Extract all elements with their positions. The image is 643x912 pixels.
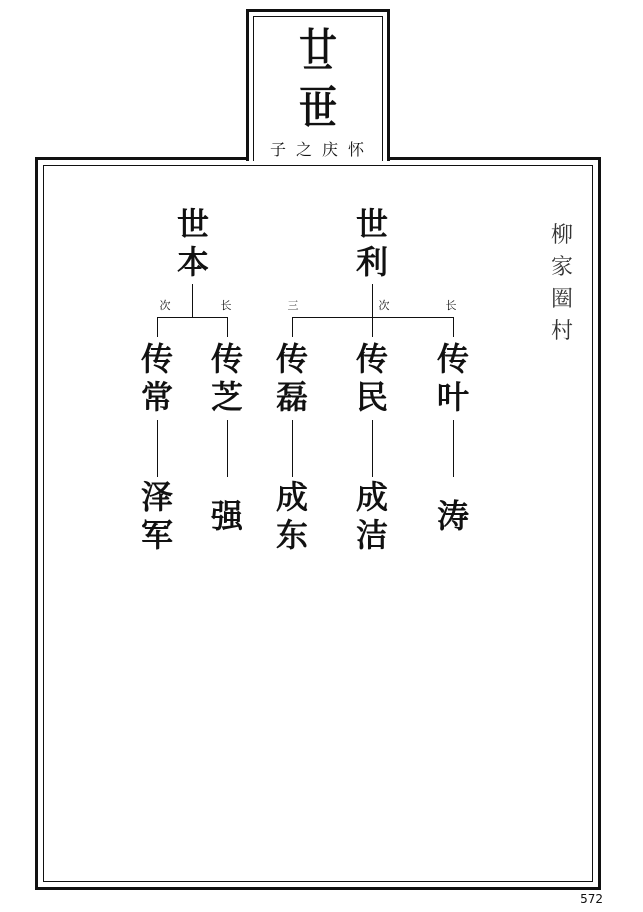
connector-line	[192, 284, 193, 317]
birth-order-label: 次	[378, 299, 390, 312]
connector-line	[157, 317, 158, 337]
connector-line	[227, 317, 228, 337]
connector-line	[292, 420, 293, 477]
name-char: 传	[436, 340, 469, 378]
name-char: 东	[275, 516, 308, 554]
connector-line	[292, 317, 293, 337]
name-char: 泽	[140, 478, 173, 516]
connector-line	[227, 420, 228, 477]
son-name	[352, 340, 392, 416]
connector-line	[453, 420, 454, 477]
connector-line	[157, 317, 228, 318]
page-number: 572	[580, 892, 603, 906]
connector-line	[292, 317, 454, 318]
birth-order-label: 次	[159, 299, 171, 312]
name-char: 本	[176, 243, 209, 281]
son-name	[207, 340, 247, 416]
connector-line	[157, 420, 158, 477]
son-name	[137, 340, 177, 416]
father-name	[173, 205, 213, 281]
name-char: 世	[355, 205, 388, 243]
name-char: 洁	[355, 516, 388, 554]
name-char: 利	[355, 243, 388, 281]
generation-tab	[246, 9, 390, 161]
name-char: 民	[355, 378, 388, 416]
connector-line	[372, 420, 373, 477]
grandson-name	[272, 478, 312, 554]
name-char: 成	[275, 478, 308, 516]
village-label	[547, 220, 577, 348]
generation-subtitle: 子之庆怀	[269, 140, 374, 159]
birth-order-label: 长	[220, 299, 232, 312]
page-frame-inner	[43, 165, 593, 882]
name-char: 芝	[210, 378, 243, 416]
name-char: 传	[275, 340, 308, 378]
name-char: 常	[140, 378, 173, 416]
generation-tab-inner	[253, 16, 383, 161]
name-char: 强	[210, 497, 243, 535]
name-char: 世	[176, 205, 209, 243]
village-char: 柳	[550, 223, 573, 248]
connector-line	[372, 317, 373, 337]
page-frame	[35, 157, 601, 890]
name-char: 叶	[436, 378, 469, 416]
village-char: 村	[550, 319, 573, 344]
name-char: 传	[210, 340, 243, 378]
grandson-name	[352, 478, 392, 554]
name-char: 磊	[275, 378, 308, 416]
birth-order-label: 三	[287, 299, 299, 312]
father-name	[352, 205, 392, 281]
generation-char: 廿	[298, 24, 337, 69]
connector-line	[453, 317, 454, 337]
son-name	[272, 340, 312, 416]
generation-char: 二	[298, 56, 337, 101]
son-name	[433, 340, 473, 416]
village-char: 圈	[550, 287, 573, 312]
generation-char: 世	[298, 88, 337, 133]
birth-order-label: 长	[445, 299, 457, 312]
name-char: 成	[355, 478, 388, 516]
grandson-name	[433, 497, 473, 535]
grandson-name	[207, 497, 247, 535]
connector-line	[372, 284, 373, 317]
name-char: 涛	[436, 497, 469, 535]
name-char: 传	[355, 340, 388, 378]
grandson-name	[137, 478, 177, 554]
name-char: 军	[140, 516, 173, 554]
village-char: 家	[550, 255, 573, 280]
name-char: 传	[140, 340, 173, 378]
